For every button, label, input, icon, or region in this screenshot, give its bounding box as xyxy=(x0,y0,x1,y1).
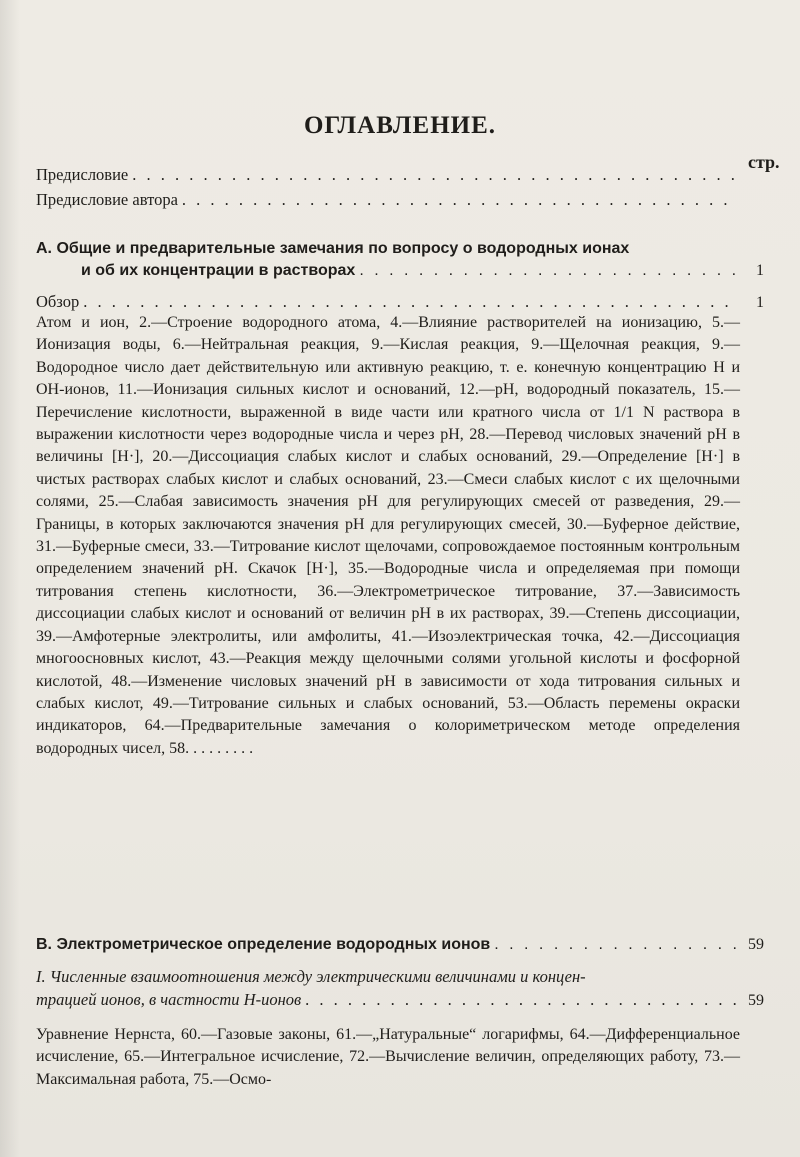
section-a-page: 1 xyxy=(756,262,764,279)
toc-entry-author-preface xyxy=(36,190,764,210)
section-b-label: В. Электрометрическое определение водородных ионов xyxy=(36,936,491,953)
dot-leader xyxy=(305,990,738,1010)
section-a-line2-row xyxy=(36,262,764,280)
subsection-i-line2: трацией ионов, в частности H-ионов xyxy=(36,990,302,1009)
dot-leader xyxy=(359,262,738,280)
subsection-i-line1: I. Численные взаимоотношения между электрическими величинами и концен- xyxy=(36,967,586,986)
toc-entry-label: Предисловие автора xyxy=(36,190,178,209)
overview-page: 1 xyxy=(756,294,764,311)
section-a-line1: А. Общие и предварительные замечания по вопросу о водородных ионах xyxy=(36,240,630,257)
toc-entry-label: Обзор xyxy=(36,292,80,311)
toc-entry-preface xyxy=(36,165,764,185)
section-a-line2: и об их концентрации в растворах xyxy=(81,262,356,279)
dot-leader xyxy=(182,190,738,210)
toc-entry-overview xyxy=(36,292,764,312)
section-b-heading xyxy=(36,936,764,954)
section-a-heading xyxy=(36,238,740,260)
overview-contents: Атом и ион, 2.—Строение водородного атома, 4.—Влияние растворителей на ионизацию, 5.—Ионизация воды, 6.—Нейтральная реакция, 9.—Кислая реакция, 9.—Щелочная реакция, 9.—Водородное число дает действительную или активную реакцию, т. е. конечную концентрацию H и OH-ионов, 11.—Ионизация сильных кислот и оснований, 12.—pH, водородный показатель, 15.—Перечисление кислотности, выраженной в виде части или кратного числа от 1/1 N раствора в выражении кислотности через водородные числа и через pH, 28.—Перевод числовых значений pH в величины [H·], 20.—Диссоциация слабых кислот и слабых оснований, 29.—Определение [H·] в чистых растворах слабых кислот и слабых оснований, 23.—Смеси слабых кислот с их щелочными солями, 25.—Слабая зависимость значения pH для регулирующих смесей от разведения, 29.—Границы, в которых заключаются значения pH для регулирующих смесей, 30.—Буферное действие, 31.—Буферные смеси, 33.—Титрование кислот щелочами, сопровождаемое постоянным контрольным определением значений pH. Скачок [H·], 35.—Водородные числа и определяемая при помощи титрования степень кислотности, 36.—Электрометрическое титрование, 37.—Зависимость диссоциации слабых кислот и оснований от величин pH в их растворах, 39.—Степень диссоциации, 39.—Амфотерные электролиты, или амфолиты, 41.—Изоэлектрическая точка, 42.—Диссоциация многоосновных кислот, 43.—Реакция между щелочными солями угольной кислоты и фосфорной кислотой, 48.—Изменение числовых значений pH в зависимости от хода титрования сильных и слабых кислот, 49.—Титрование сильных и слабых оснований, 53.—Область перемены окраски индикаторов, 64.—Предварительные замечания о колориметрическом методе определения водородных чисел, 58. . . . . . . . . xyxy=(36,314,740,757)
dot-leader xyxy=(494,936,738,954)
section-b-page: 59 xyxy=(748,936,764,953)
subsection-i-contents: Уравнение Нернста, 60.—Газовые законы, 61.—„Натуральные“ логарифмы, 64.—Дифференциальное исчисление, 65.—Интегральное исчисление, 72.—Вычисление величин, определяющих работу, 73.—Максимальная работа, 75.—Осмо- xyxy=(36,1026,740,1088)
dot-leader xyxy=(132,165,738,185)
toc-entry-label: Предисловие xyxy=(36,165,129,184)
page-edge-shadow xyxy=(0,0,20,1157)
page-title: ОГЛАВЛЕНИЕ. xyxy=(303,112,497,139)
dot-leader xyxy=(83,292,738,312)
page-column-label: стр. xyxy=(748,152,780,172)
subsection-i-line2-row xyxy=(36,990,764,1010)
subsection-i-heading xyxy=(36,966,740,989)
subsection-i-page: 59 xyxy=(748,992,764,1009)
